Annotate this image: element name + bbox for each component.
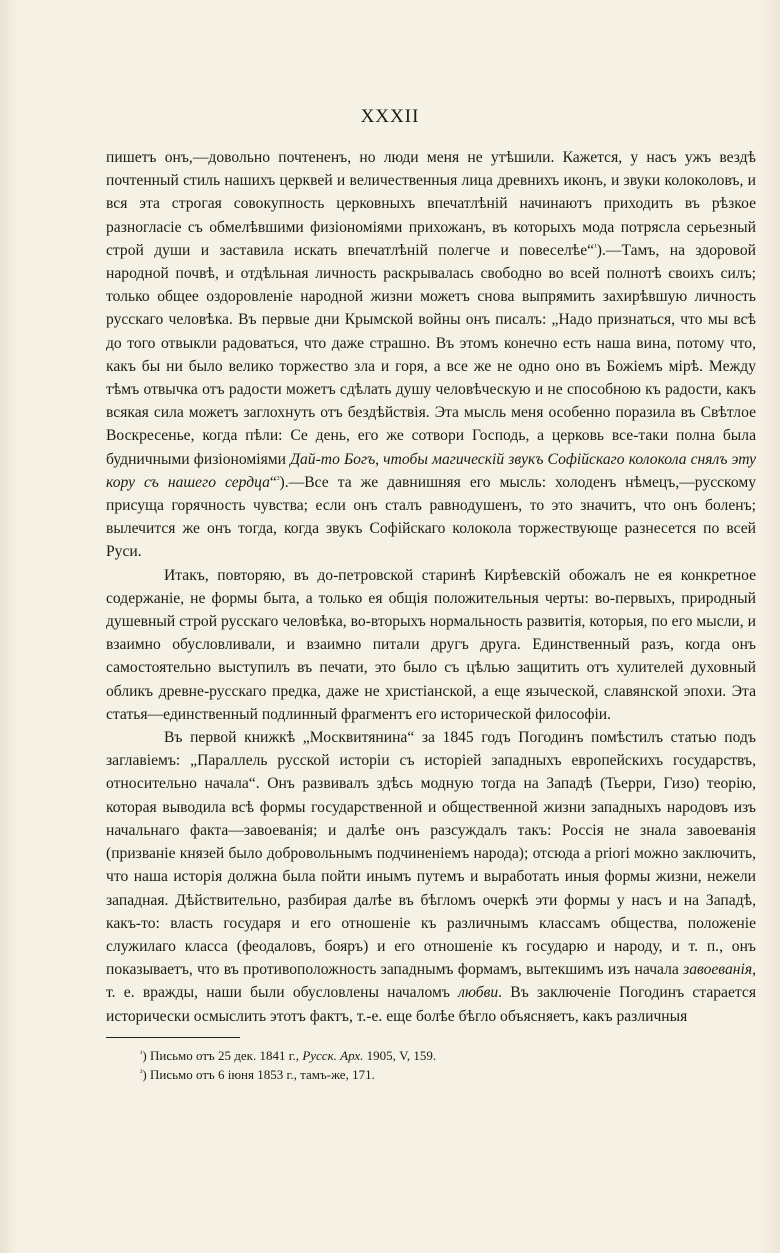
- paragraph-3-text-b: , т. е. вражды, наши были обусловлены началомъ: [106, 961, 756, 1002]
- paragraph-1-text-b: ).—Тамъ, на здоровой народной почвѣ, и отдѣльная личность раскрывалась свободно во всей полнотѣ своихъ силъ; только общее оздоровленіе народной жизни можетъ снова выпрямить захирѣвшую личность русскаго человѣка. Въ первые дни Крымской войны онъ писалъ: „Надо признаться, что мы всѣ до того отвыкли радоваться, что даже страшно. Въ этомъ конечно есть наша вина, потому что, какъ бы ни было велико торжество зла и горя, а все же не одно оно въ Божіемъ мірѣ. Между тѣмъ отвычка отъ радости можетъ сдѣлать душу человѣческую и не способною къ радости, какъ всякая сила можетъ заглохнуть отъ бездѣйствія. Эта мысль меня особенно поразила въ Свѣтлое Воскресенье, когда пѣли: Се день, его же сотвори Господь, а церковь все-таки полна была будничными физіономіями: [106, 241, 756, 468]
- footnote-2-mark: ²: [140, 1068, 143, 1077]
- footnote-ref-1: ¹: [594, 241, 597, 252]
- footnote-1-text-a: ) Письмо отъ 25 дек. 1841 г.,: [142, 1048, 303, 1063]
- footnotes: [140, 1046, 436, 1084]
- paragraph-3-text-a: Въ первой книжкѣ „Москвитянина“ за 1845 годъ Погодинъ помѣстилъ статью подъ заглавіемъ: „Параллель русской исторіи съ исторіей западныхъ европейскихъ государствъ, относительно начала“. Онъ развивалъ здѣсь модную тогда на Западѣ (Тьерри, Гизо) теорію, которая выводила всѣ формы государственной и общественной жизни западныхъ народовъ изъ начальнаго факта—завоеванія; и далѣе онъ разсуждалъ такъ: Россія не знала завоеванія (призваніе князей было добровольнымъ подчиненіемъ народа); отсюда a priori можно заключить, что наша исторія должна была пойти инымъ путемъ и выработать иныя формы жизни, нежели западная. Дѣйствительно, разбирая далѣе въ бѣгломъ очеркѣ эти формы у насъ и на Западѣ, какъ-то: власть государя и его отношеніе къ различнымъ классамъ общества, положеніе служилаго класса (феодаловъ, бояръ) и его отношеніе къ государю и народу, и т. п., онъ показываетъ, что въ противоположность западнымъ формамъ, вытекшимъ изъ начала: [106, 729, 756, 979]
- footnote-ref-2: ²: [276, 473, 280, 484]
- footnote-1-mark: ¹: [140, 1049, 143, 1058]
- paragraph-2: Итакъ, повторяю, въ до-петровской старинѣ Кирѣевскій обожалъ не ея конкретное содержаніе, не формы быта, а только ея общія положительныя черты: во-первыхъ, природный душевный строй русскаго человѣка, во-вторыхъ нормальность развитія, которыя, по его мысли, и взаимно обусловливали, и взаимно питали другъ друга. Единственный разъ, когда онъ самостоятельно выступилъ въ печати, это было съ цѣлью защитить отъ хулителей духовный обликъ древне-русскаго предка, даже не христіанской, а еще языческой, славянской эпохи. Эта статья—единственный подлинный фрагментъ его исторической философіи.: [106, 566, 756, 723]
- footnote-2-text: ) Письмо отъ 6 іюня 1853 г., тамъ-же, 171.: [142, 1067, 375, 1082]
- paragraph-3: [106, 726, 756, 1028]
- footnote-1-italic: Русск. Арх.: [302, 1048, 364, 1063]
- paragraph-3-italic-love: любви: [458, 984, 499, 1002]
- paragraph-3-text-c: . Въ заключеніе Погодинъ старается исторически осмыслить этотъ фактъ, т.-е. еще болѣе бѣгло объясняетъ, какъ различныя: [106, 984, 757, 1025]
- paragraph-1-close-quote: “: [269, 473, 277, 491]
- main-text: [106, 146, 756, 1028]
- paragraph-1-italic-quote: Дай-то Богъ, чтобы магическій звукъ Софійскаго колокола снялъ эту кору съ нашего сердца: [106, 450, 757, 491]
- page-number: XXXII: [360, 106, 420, 127]
- footnote-1: [140, 1046, 436, 1065]
- footnote-2: [140, 1065, 436, 1084]
- footnote-1-text-b: 1905, V, 159.: [363, 1048, 437, 1063]
- paragraph-1: [106, 146, 756, 564]
- paragraph-3-italic-conquest: завоеванія: [683, 961, 753, 979]
- paragraph-1-text-a: пишетъ онъ,—довольно почтененъ, но люди меня не утѣшили. Кажется, у насъ ужъ вездѣ почтенный стиль нашихъ церквей и величественныя лица древнихъ иконъ, и звуки колоколовъ, и вся эта строгая совокупность церковныхъ впечатлѣній начинаютъ приходить въ рѣзкое разногласіе съ обмелѣвшими физіономіями прихожанъ, въ которыхъ мода потрясла серьезный строй души и заставила искать впечатлѣній полегче и повеселѣе“: [106, 149, 756, 259]
- paragraph-1-text-c: ).—Все та же давнишняя его мысль: холоденъ нѣмецъ,—русскому присуща горячность чувства; если онъ сталъ равнодушенъ, то это значитъ, что онъ боленъ; вылечится же онъ тогда, когда звукъ Софійскаго колокола торжествующе разнесется по всей Руси.: [106, 473, 756, 561]
- footnote-divider: [106, 1037, 240, 1038]
